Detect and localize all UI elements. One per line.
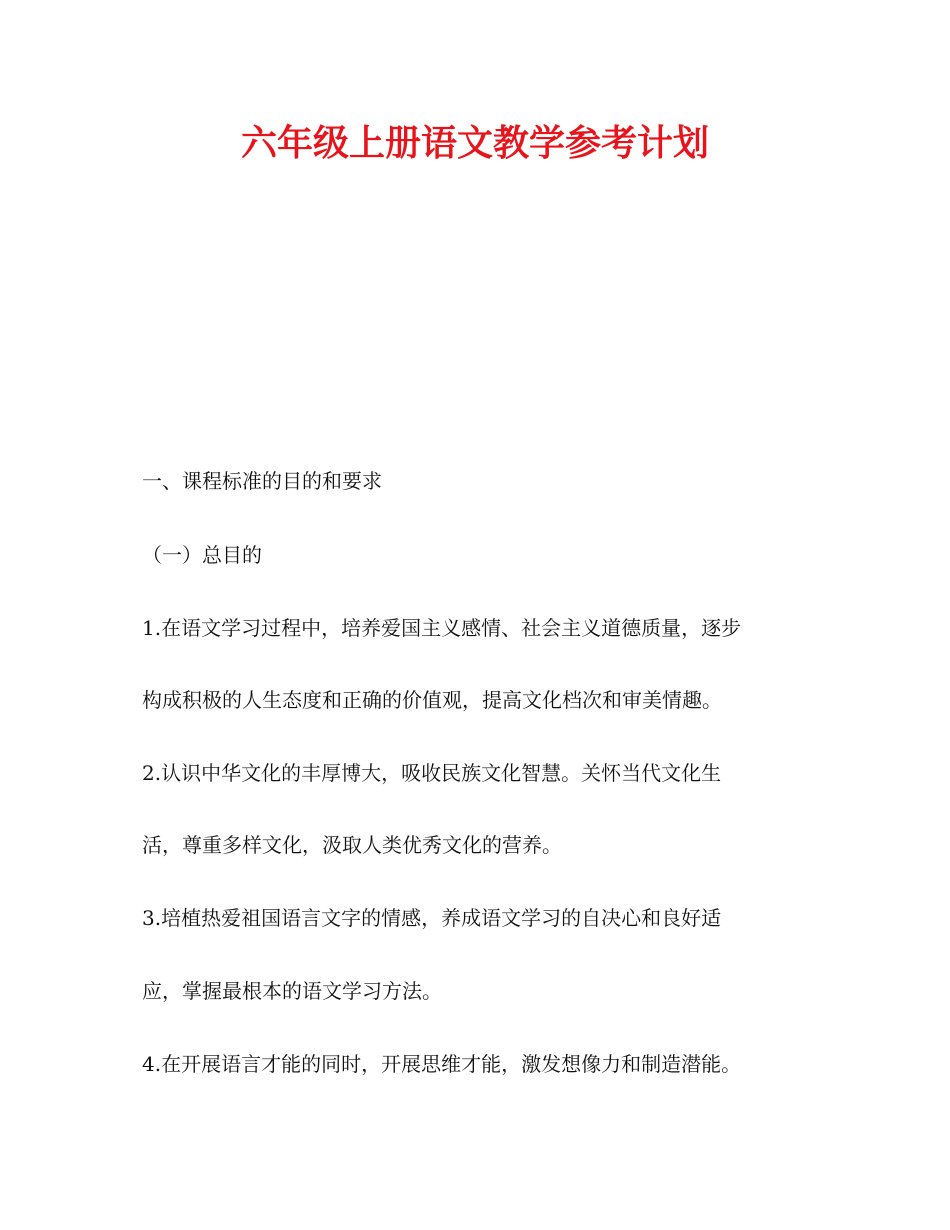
paragraph-line: 3.培植热爱祖国语言文字的情感，养成语文学习的自决心和良好适 <box>142 906 722 930</box>
paragraph-line: 2.认识中华文化的丰厚博大，吸收民族文化智慧。关怀当代文化生 <box>142 761 722 785</box>
paragraph-line: 应，掌握最根本的语文学习方法。 <box>142 979 442 1003</box>
document-title: 六年级上册语文教学参考计划 <box>240 123 709 164</box>
paragraph-line: 构成积极的人生态度和正确的价值观，提高文化档次和审美情趣。 <box>142 688 722 712</box>
paragraph-line: 4.在开展语言才能的同时，开展思维才能，激发想像力和制造潜能。 <box>142 1052 742 1076</box>
section-heading: 一、课程标准的目的和要求 <box>142 469 382 493</box>
paragraph-line: 1.在语文学习过程中，培养爱国主义感情、社会主义道德质量，逐步 <box>142 616 742 640</box>
paragraph-line: 活，尊重多样文化，汲取人类优秀文化的营养。 <box>142 833 562 857</box>
subsection-heading: （一）总目的 <box>142 543 262 567</box>
